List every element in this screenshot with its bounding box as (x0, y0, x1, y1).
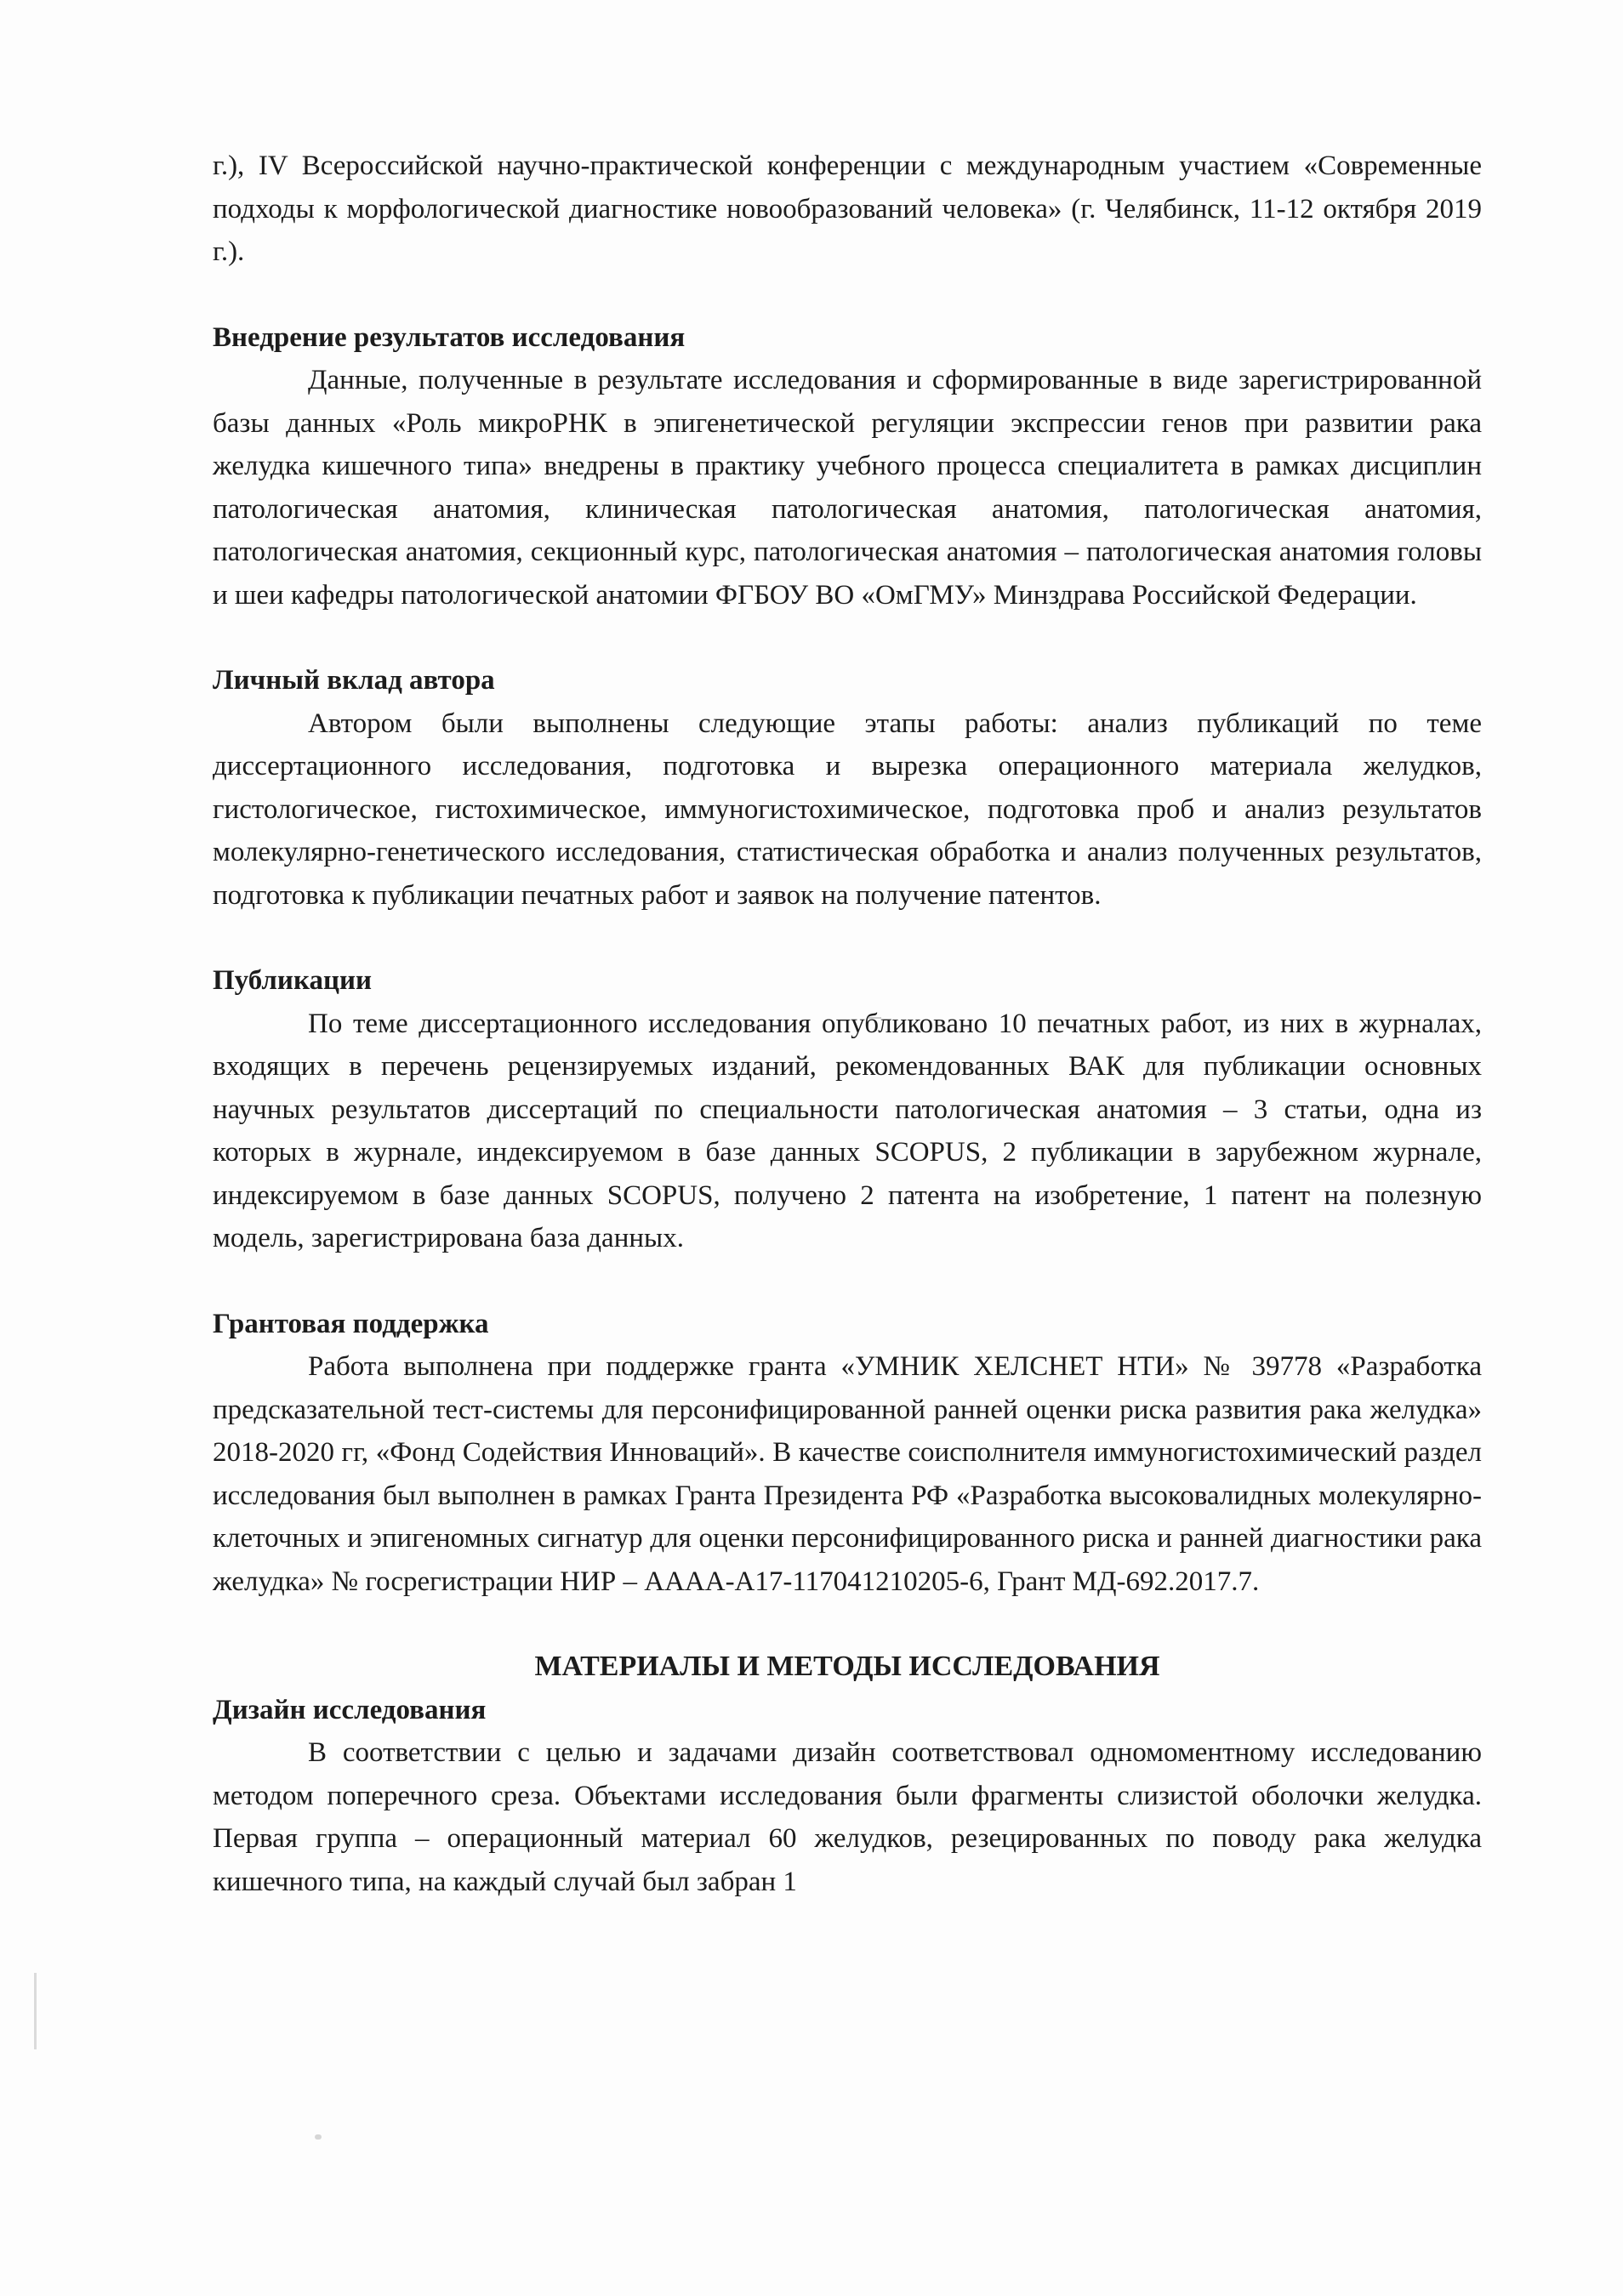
section-text-grants: Работа выполнена при поддержке гранта «УМНИК ХЕЛСНЕТ НТИ» № 39778 «Разработка предсказательной тест-системы для персонифицированной ранней оценки риска развития рака желудка» 2018-2020 гг, «Фонд Содействия Инноваций». В качестве соисполнителя иммуногистохимический раздел исследования был выполнен в рамках Гранта Президента РФ «Разработка высоковалидных молекулярно-клеточных и эпигеномных сигнатур для оценки персонифицированного риска и ранней диагностики рака желудка» № госрегистрации НИР – АААА-А17-117041210205-6, Грант МД-692.2017.7. (213, 1351, 1482, 1597)
section-text-implementation: Данные, полученные в результате исследования и сформированные в виде зарегистрированной базы данных «Роль микроРНК в эпигенетической регуляции экспрессии генов при развитии рака желудка кишечного типа» внедрены в практику учебного процесса специалитета в рамках дисциплин патологическая анатомия, клиническая патологическая анатомия, патологическая анатомия, патологическая анатомия, секционный курс, патологическая анатомия – патологическая анатомия головы и шеи кафедры патологической анатомии ФГБОУ ВО «ОмГМУ» Минздрава Российской Федерации. (213, 365, 1482, 611)
section-text-contribution: Автором были выполнены следующие этапы работы: анализ публикаций по теме диссертационного исследования, подготовка и вырезка операционного материала желудков, гистологическое, гистохимическое, иммуногистохимическое, подготовка проб и анализ результатов молекулярно-генетического исследования, статистическая обработка и анализ полученных результатов, подготовка к публикации печатных работ и заявок на получение патентов. (213, 708, 1482, 911)
section-heading-implementation: Внедрение результатов исследования (213, 321, 686, 353)
scan-mark (315, 2134, 322, 2140)
chapter-heading: МАТЕРИАЛЫ И МЕТОДЫ ИССЛЕДОВАНИЯ (534, 1651, 1160, 1682)
section-heading-contribution: Личный вклад автора (213, 665, 495, 696)
section-heading-grants: Грантовая поддержка (213, 1308, 489, 1339)
section-text-design: В соответствии с целью и задачами дизайн соответствовал одномоментному исследованию методом поперечного среза. Объектами исследования были фрагменты слизистой оболочки желудка. Первая группа – операционный материал 60 желудков, резецированных по поводу рака желудка кишечного типа, на каждый случай был забран 1 (213, 1737, 1482, 1897)
section-heading-publications: Публикации (213, 965, 372, 996)
scan-mark (34, 1973, 37, 2049)
section-text-publications: По теме диссертационного исследования опубликовано 10 печатных работ, из них в журналах, входящих в перечень рецензируемых изданий, рекомендованных ВАК для публикации основных научных результатов диссертаций по специальности патологическая анатомия – 3 статьи, одна из которых в журнале, индексируемом в базе данных SCOPUS, 2 публикации в зарубежном журнале, индексируемом в базе данных SCOPUS, получено 2 патента на изобретение, 1 патент на полезную модель, зарегистрирована база данных. (213, 1008, 1482, 1253)
intro-paragraph: г.), IV Всероссийской научно-практической конференции с международным участием «Современные подходы к морфологической диагностике новообразований человека» (г. Челябинск, 11-12 октября 2019 г.). (213, 151, 1482, 267)
section-heading-design: Дизайн исследования (213, 1694, 487, 1725)
document-body (213, 145, 1482, 1903)
